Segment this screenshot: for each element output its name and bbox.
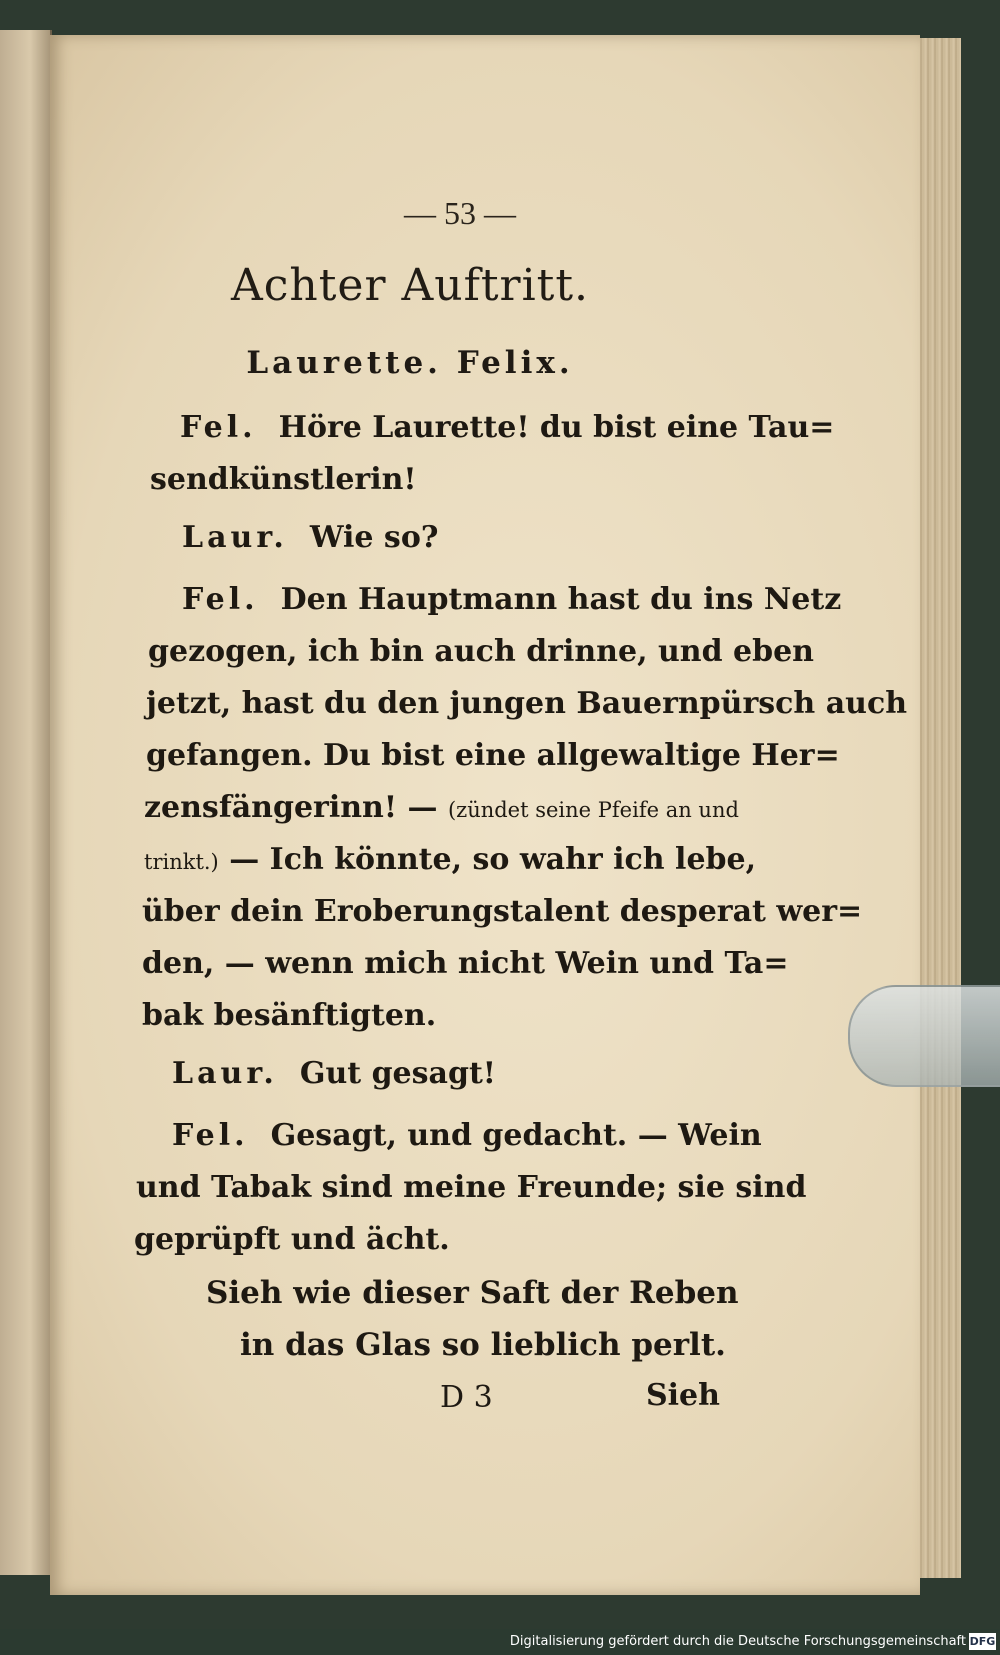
line-text: Wie so? xyxy=(309,520,439,555)
text-line xyxy=(134,1222,450,1257)
verse-line xyxy=(206,1275,739,1311)
line-text: gezogen, ich bin auch drinne, und eben xyxy=(148,634,814,669)
line-text: den, — wenn mich nicht Wein und Ta= xyxy=(142,946,789,981)
text-line xyxy=(172,1118,762,1153)
line-text: Den Hauptmann hast du ins Netz xyxy=(280,582,842,617)
line-text: und Tabak sind meine Freunde; sie sind xyxy=(136,1170,807,1205)
text-line xyxy=(146,686,907,721)
dfg-logo: DFG xyxy=(969,1635,996,1648)
scene-title: Achter Auftritt. xyxy=(230,260,590,311)
text-line xyxy=(148,634,814,669)
line-text: bak besänftigten. xyxy=(142,998,437,1033)
page-clip xyxy=(848,985,1000,1087)
text-line xyxy=(136,1170,806,1205)
line-text: Gesagt, und gedacht. — Wein xyxy=(270,1118,762,1153)
line-text: sendkünstlerin! xyxy=(150,462,417,497)
line-text: Höre Laurette! du bist eine Tau= xyxy=(278,410,835,445)
line-text: geprüpft und ächt. xyxy=(134,1222,450,1257)
page-number: — 53 — xyxy=(404,195,516,231)
text-line xyxy=(142,946,789,981)
text-line xyxy=(144,790,739,825)
line-text: jetzt, hast du den jungen Bauernpürsch auch xyxy=(146,686,908,721)
speaker-name: Fel. xyxy=(182,582,259,617)
speaker-name: Fel. xyxy=(172,1118,249,1153)
line-text: Gut gesagt! xyxy=(299,1056,496,1091)
left-page-edge xyxy=(0,30,52,1575)
text-line xyxy=(142,998,436,1033)
stage-direction: trinkt.) xyxy=(144,850,219,874)
text-line xyxy=(142,894,862,929)
footer-text: Digitalisierung gefördert durch die Deutsche Forschungsgemeinschaft xyxy=(509,1634,966,1649)
verse-text: in das Glas so lieblich perlt. xyxy=(240,1327,726,1363)
line-text: — Ich könnte, so wahr ich lebe, xyxy=(229,842,757,877)
line-text: zensfängerinn! — xyxy=(144,790,438,825)
text-line xyxy=(144,842,756,877)
line-text: gefangen. Du bist eine allgewaltige Her= xyxy=(146,738,840,773)
catchword: Sieh xyxy=(646,1378,720,1413)
verse-text: Sieh wie dieser Saft der Reben xyxy=(206,1275,739,1311)
page-edges xyxy=(915,38,961,1578)
digitization-footer xyxy=(0,1629,1000,1655)
speaker-name: Fel. xyxy=(180,410,257,445)
text-line xyxy=(150,462,417,497)
signature-mark: D 3 xyxy=(440,1380,493,1415)
verse-line xyxy=(240,1327,726,1363)
line-text: über dein Eroberungstalent desperat wer= xyxy=(142,894,863,929)
text-line xyxy=(182,582,841,617)
speaker-name: Laur. xyxy=(172,1056,278,1091)
text-line xyxy=(146,738,840,773)
stage-direction: (zündet seine Pfeife an und xyxy=(447,798,739,822)
character-list: Laurette. Felix. xyxy=(246,345,574,381)
text-line xyxy=(182,520,438,555)
text-line xyxy=(180,410,834,445)
speaker-name: Laur. xyxy=(182,520,288,555)
text-line xyxy=(172,1056,496,1091)
